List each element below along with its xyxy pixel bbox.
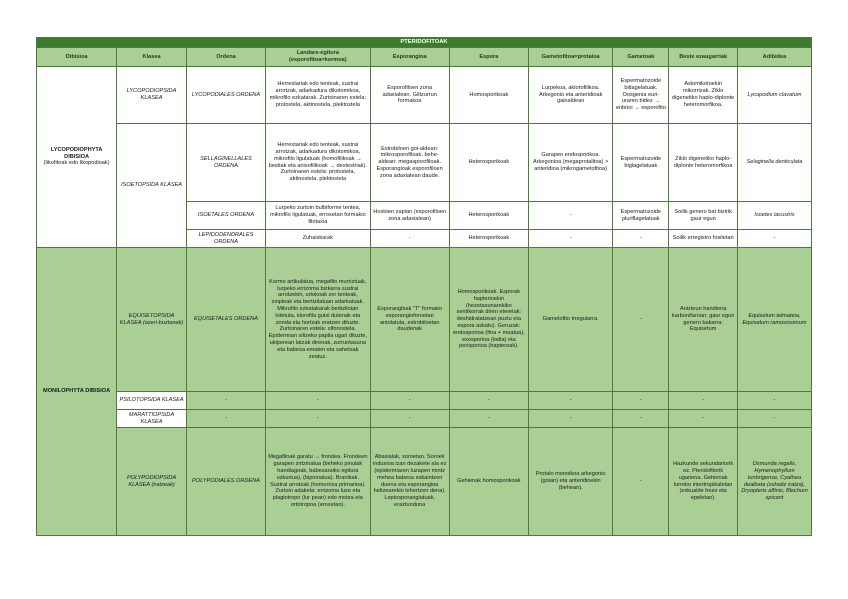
- example-cell: -: [737, 392, 811, 410]
- class-cell: LYCOPODIOPSIDA KLASEA: [117, 67, 187, 124]
- spore-cell: Homosporikoak. Esporak hapterioekin (hezetasunarekiko sentikorrak diren eteretak: deshidratatzean puztu eta espora askatu). Geruzak: endosporioa (fina + meatua), exosporioa (lodia) eta perisporioa (hapteroak).: [449, 248, 528, 392]
- other-features-cell: Anizteun handiena karbonifaroan; gaur egun genero bakarra: Equisetum: [669, 248, 738, 392]
- spore-cell: Heterosporikoak: [449, 230, 528, 248]
- sporangium-cell: -: [370, 392, 449, 410]
- header-ordena: Ordena: [186, 48, 265, 67]
- table-row: [37, 428, 812, 536]
- sporangium-cell: -: [370, 230, 449, 248]
- table-row: [37, 124, 812, 202]
- sporangium-cell: -: [370, 410, 449, 428]
- class-cell: ISOETOPSIDA KLASEA: [117, 124, 187, 248]
- other-features-cell: -: [669, 392, 738, 410]
- order-cell: ISOETALES ORDENA: [186, 202, 265, 230]
- example-cell: Equisetum telmateia, Equisetum ramosissimum: [737, 248, 811, 392]
- other-features-cell: Soilik erregistro fosiletan: [669, 230, 738, 248]
- spore-cell: Heterosporikoak: [449, 124, 528, 202]
- example-cell: Selaginella denticulata: [737, 124, 811, 202]
- division-name: LYCOPODIOPHYTA DIBISIOA: [50, 146, 103, 160]
- example-cell: -: [737, 410, 811, 428]
- header-dibisioa: Dibisioa: [37, 48, 117, 67]
- gametes-cell: Espermatozoide pluriflagelatuak: [613, 202, 669, 230]
- spore-cell: Homosporikoak: [449, 67, 528, 124]
- pteridophyte-classification-table: [36, 37, 812, 536]
- gametophyte-cell: Protalo monoikoa arkegonio (goian) eta anteridioekin (behean).: [528, 428, 612, 536]
- structure-cell: Zuhaiskarak: [266, 230, 371, 248]
- other-features-cell: Soilik genero bat bizirik gaur egun: [669, 202, 738, 230]
- spore-cell: -: [449, 392, 528, 410]
- sporangium-cell: Esporofiloen zona adaxialean. Giltzurrun formakoa: [370, 67, 449, 124]
- division-cell-monilophyta: MONILOPHYTA DIBISIOA: [37, 248, 117, 536]
- header-gametoak: Gametoak: [613, 48, 669, 67]
- table-title: PTERIDOFITOAK: [37, 38, 812, 48]
- division-subtitle: (likofitoak edo likopodioak): [43, 160, 110, 167]
- order-cell: POLYPODIALES ORDENA: [186, 428, 265, 536]
- other-features-cell: Ziklo digenetiko haplo-diplonte heteromorfikoa: [669, 124, 738, 202]
- order-cell: EQUISETALES ORDENA: [186, 248, 265, 392]
- example-cell: Isoetes lacustris: [737, 202, 811, 230]
- table-row: [37, 392, 812, 410]
- header-gametofitoa: Gametofitoa=protaloa: [528, 48, 612, 67]
- class-cell: PSILOTOPSIDA KLASEA: [117, 392, 187, 410]
- table-row: [37, 410, 812, 428]
- gametophyte-cell: -: [528, 230, 612, 248]
- spore-cell: -: [449, 410, 528, 428]
- header-esporangioa: Esporangioa: [370, 48, 449, 67]
- example-cell: -: [737, 230, 811, 248]
- class-cell: EQUISETOPSIDA KLASEA (azeri-buztanak): [117, 248, 187, 392]
- example-cell: Osmunda regalis, Hymenophyllum tunbrigense, Cyathea dealbata (zuhaitz iratza), Dryopteris affinis, Blechum spicant: [737, 428, 811, 536]
- sporangium-cell: Abaxialak, soroetan. Soroek indusioa izan dezakete ala ez (epidermiaren luzapen mintz mehea babesa eskaintzen duena eta esporangioa heltzearekin lehertzen dena). Leptosporangiatuak, eraztunduna: [370, 428, 449, 536]
- gametophyte-cell: -: [528, 392, 612, 410]
- order-cell: -: [186, 410, 265, 428]
- order-cell: LEPIDODENDRALES ORDENA: [186, 230, 265, 248]
- order-cell: -: [186, 392, 265, 410]
- class-cell: MARATTIOPSIDA KLASEA: [117, 410, 187, 428]
- gametes-cell: -: [613, 428, 669, 536]
- structure-cell: Herrestariak edo tenteak, sustrai arrotzak, adarkadura dikotomikoa, mikrofilo ezkatarak. Zurtoinaren estela: protostela, aktinostela, plektostela: [266, 67, 371, 124]
- structure-cell: -: [266, 392, 371, 410]
- structure-cell: Kormo artikulatua, megafilo murriztuak, lurpeko errizoma bizkarra sustrai arrotzekin, urtekoak zer tenteak, sinpleak eta bertizilatuan adarkatuak. Mikrofilo ezkatakarak bertizilotan lotetuta, klorofila gutxi duteraik eta zonda eta hortzak eratzen dituzte. Zurtoinaren estela: sifonostela. Epidermian silizeko papila ugari dituzte, ukiperean latzak direnak, zurruntasuna eta babesa ematen eta sahetsak zeatuz.: [266, 248, 371, 392]
- header-klasea: Klasea: [117, 48, 187, 67]
- order-cell: SELLAGINELLALES ORDENA: [186, 124, 265, 202]
- gametes-cell: -: [613, 392, 669, 410]
- sporangium-cell: Hostoen zapian (esporofiloen zona adaxialean): [370, 202, 449, 230]
- header-adibidea: Adibidea: [737, 48, 811, 67]
- structure-cell: Megafiloak garatu → frondea. Frondeen garapen zirtzinatua (beheko pinulak handiagoak, babesaraiko egitura uzkurtua), (bipinnatua). Branikak. Sustrai arrotzak (homorriza primarioa). Zurtoin adaketa: errizoma luze eta plagiotropo (lur pean) edo motza eta ortotropoa (erosetan).: [266, 428, 371, 536]
- other-features-cell: -: [669, 410, 738, 428]
- gametophyte-cell: Gametofito irregularra.: [528, 248, 612, 392]
- sporangium-cell: Estrobiloen goi-aldean: mikrosporofiloak, behe-aldean: megasporofiloak. Esporangioak esporofiloen zona adaxialean daude.: [370, 124, 449, 202]
- example-cell: Lycopodium clavatum: [737, 67, 811, 124]
- structure-cell: Herrestariak edo tenteak, sustrai arrotzak, adarkadura dikotomikoa, mikrofilo ligulatuak (homofilikoak → bestiak eta anisofilikoak → dextestriak). Zurtoinaren estela: protostela, aktinostela, plektostela: [266, 124, 371, 202]
- gametophyte-cell: -: [528, 202, 612, 230]
- sporangium-cell: Esporangibak "T" formako esporangioforoetan antolatuta, estrobiloetan daudenak: [370, 248, 449, 392]
- table-row: [37, 67, 812, 124]
- structure-cell: -: [266, 410, 371, 428]
- order-cell: LYCOPODIALES ORDENA: [186, 67, 265, 124]
- header-landare-egitura: Landare-egitura (esporofitoa=kormoa): [266, 48, 371, 67]
- gametes-cell: Espermatozoide bitlagelatuak. Oosgenia euri-uraren bidez → enbrioi → esporofito: [613, 67, 669, 124]
- gametophyte-cell: Garapen endosporikoa. Arkegonioa (megaprotalitoa) > anteridioa (mikrogametofitoa): [528, 124, 612, 202]
- spore-cell: Gehienak homosporikoak: [449, 428, 528, 536]
- other-features-cell: Aslomikotoekin mikorrizak. Ziklo digenetiko haplo-diplonte heteromorfikoa.: [669, 67, 738, 124]
- header-beste-ezaugarriak: Beste ezaugarriak: [669, 48, 738, 67]
- spore-cell: Heterosporikoak: [449, 202, 528, 230]
- header-espora: Espora: [449, 48, 528, 67]
- gametophyte-cell: Lurpekoa, aklorofilikoa. Arkegonio eta anteridioak gainaldean: [528, 67, 612, 124]
- gametes-cell: -: [613, 248, 669, 392]
- class-cell: POLYPODIOPSIDA KLASEA (iratzeak): [117, 428, 187, 536]
- structure-cell: Lurpeko zurtoin bulbiforme tentea, mikrofilo ligulatuak, errosetan formakio filotaxia: [266, 202, 371, 230]
- table-row: [37, 248, 812, 392]
- gametes-cell: -: [613, 230, 669, 248]
- gametophyte-cell: -: [528, 410, 612, 428]
- other-features-cell: Hazkunde sekundariorik ez. Pteridofitorik ugariena. Gehienak lurreko intertropikaletan (eskualde heze eta epeletan).: [669, 428, 738, 536]
- gametes-cell: -: [613, 410, 669, 428]
- division-cell-lycopodiophyta: [37, 67, 117, 248]
- gametes-cell: Espermatozoide biglagelatuak: [613, 124, 669, 202]
